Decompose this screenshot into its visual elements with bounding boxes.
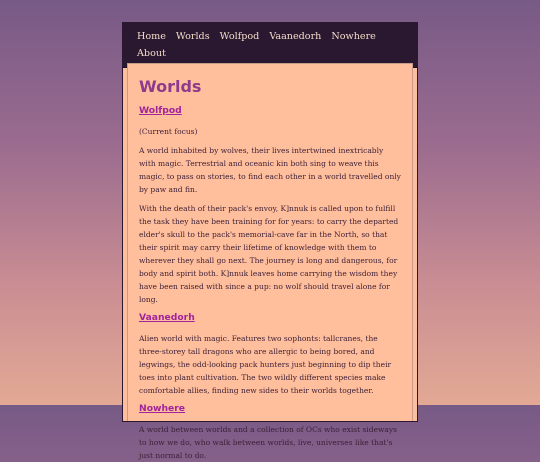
paragraph: A world inhabited by wolves, their lives intertwined inextricably with magic. Terrestrial and oceanic kin both sing to weave this magic, to pass on stories, to find each other in a world travelled only by paw and fin.: [139, 146, 401, 194]
section-link-vaanedorh[interactable]: Vaanedorh: [139, 312, 195, 323]
section-link-wolfpod[interactable]: Wolfpod: [139, 105, 182, 116]
page-container: [122, 22, 418, 460]
section-heading-wolfpod: [139, 105, 401, 116]
paragraph: (Current focus): [139, 127, 198, 136]
nav-link-home[interactable]: Home: [137, 31, 166, 42]
section-heading-nowhere: [139, 403, 401, 414]
nav-link-wolfpod[interactable]: Wolfpod: [219, 31, 260, 42]
section-link-nowhere[interactable]: Nowhere: [139, 403, 186, 414]
nav-link-about[interactable]: About: [137, 48, 166, 59]
nav-link-worlds[interactable]: Worlds: [175, 31, 210, 42]
section-heading-vaanedorh: [139, 312, 401, 323]
page-title: Worlds: [139, 77, 202, 96]
nav-link-nowhere[interactable]: Nowhere: [331, 31, 376, 42]
paragraph: A world between worlds and a collection of OCs who exist sideways to how we do, who walk between worlds, live, universes like that's just normal to do.: [139, 425, 397, 460]
main-content: [127, 63, 413, 460]
paragraph: Alien world with magic. Features two sophonts: tallcranes, the three-storey tall dragons who are allergic to being bored, and legwings, the odd-looking pack hunters just beginning to dip their toes into plant cultivation. The two wildly different species make comfortable allies, finding new sides to their worlds together.: [139, 334, 392, 395]
nav-link-vaanedorh[interactable]: Vaanedorh: [269, 31, 322, 42]
top-navigation: [123, 23, 417, 68]
paragraph: With the death of their pack's envoy, K]nnuk is called upon to fulfill the task they have been training for for years: to carry the departed elder's skull to the pack's memorial-cave far in the North, so that their spirit may carry their lifetime of knowledge with them to wherever they shall go next. The journey is long and dangerous, for body and spirit both. K]nnuk leaves home carrying the wisdom they have been raised with since a pup: no wolf should travel alone for long.: [139, 204, 399, 304]
